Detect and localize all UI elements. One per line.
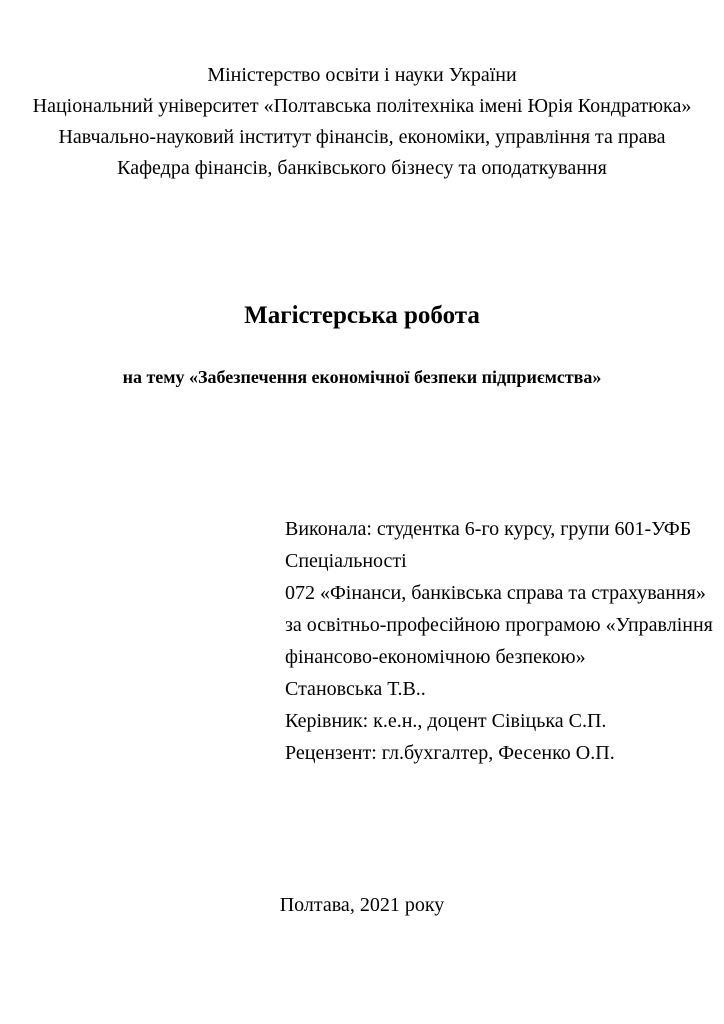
department-line: Кафедра фінансів, банківського бізнесу та оподаткування — [117, 157, 607, 179]
ministry-line: Міністерство освіти і науки України — [207, 64, 517, 86]
thesis-topic: на тему «Забезпечення економічної безпеки підприємства» — [122, 367, 602, 387]
performed-by-line: Виконала: студентка 6-го курсу, групи 601-УФБ — [285, 518, 692, 540]
header-block — [0, 60, 724, 184]
footer-city-year: Полтава, 2021 року — [279, 894, 445, 916]
reviewer-line: Рецензент: гл.бухгалтер, Фесенко О.П. — [285, 742, 615, 764]
institute-line: Навчально-науковий інститут фінансів, економіки, управління та права — [58, 126, 666, 148]
supervisor-line: Керівник: к.е.н., доцент Сівіцька С.П. — [285, 710, 607, 732]
university-line: Національний університет «Полтавська політехніка імені Юрія Кондратюка» — [32, 95, 692, 117]
specialty-code-line: 072 «Фінанси, банківська справа та страхування» — [285, 582, 706, 604]
author-block — [285, 513, 713, 769]
student-name-line: Становська Т.В.. — [285, 678, 426, 700]
program-line-2: фінансово-економічною безпекою» — [285, 646, 586, 668]
specialty-label-line: Спеціальності — [285, 550, 407, 572]
program-line-1: за освітньо-професійною програмою «Управління — [285, 614, 713, 636]
thesis-title: Магістерська робота — [244, 302, 480, 329]
